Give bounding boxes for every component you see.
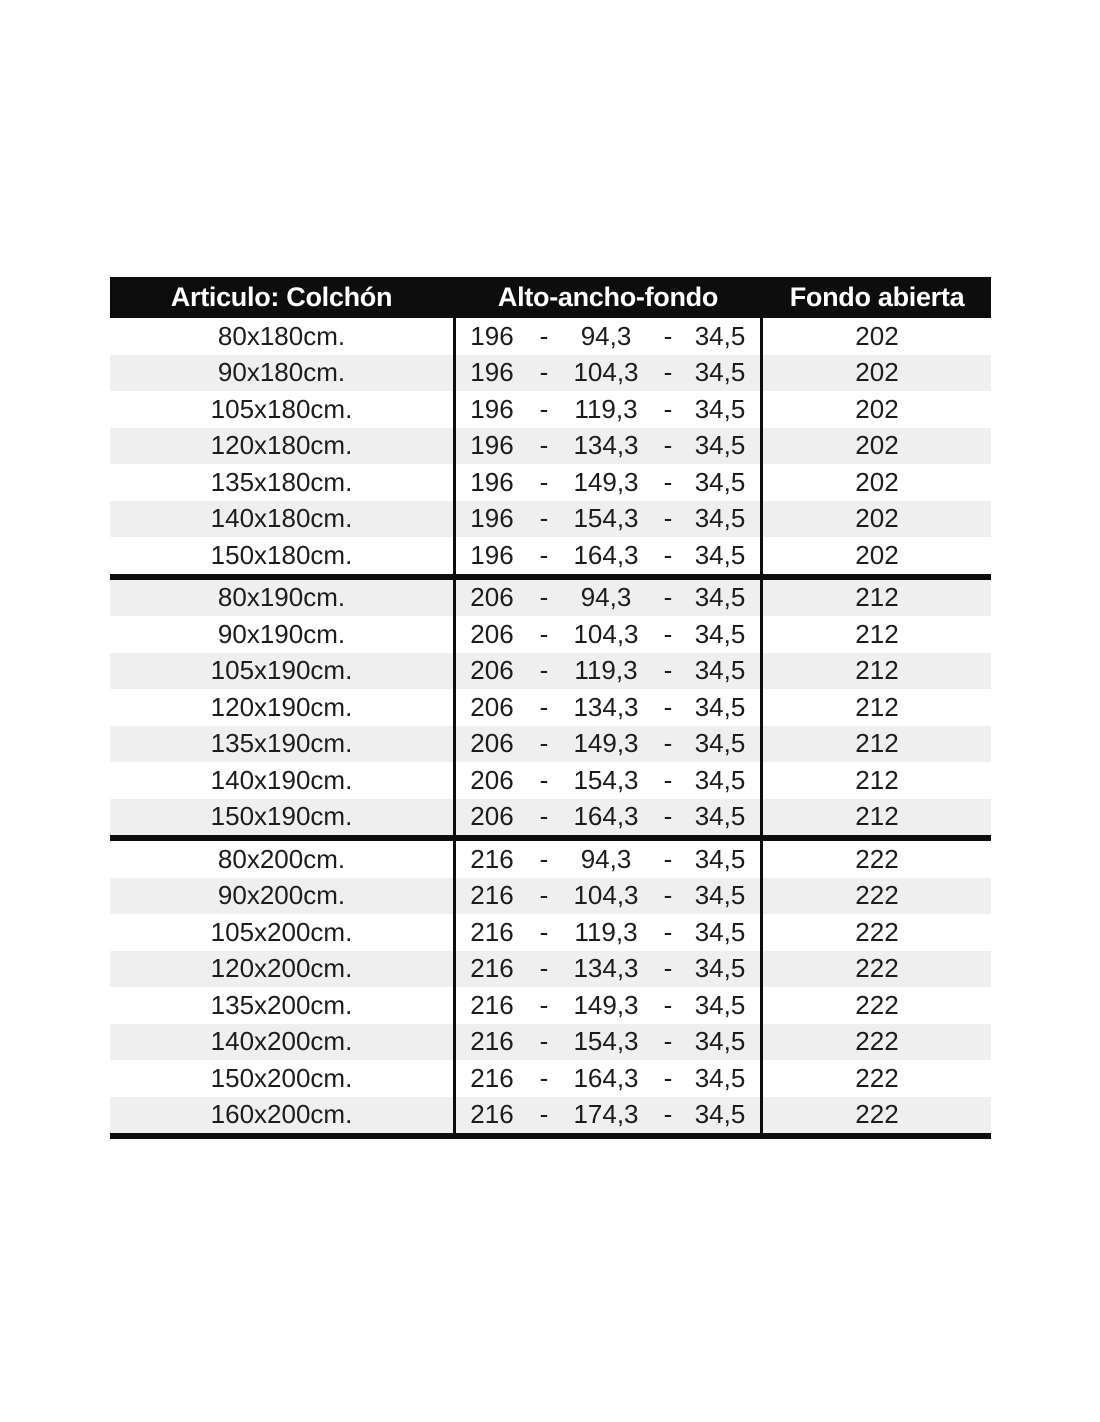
table-row <box>110 1097 991 1134</box>
dash-separator: - <box>663 1062 673 1093</box>
dim-alto: 216 <box>470 880 514 911</box>
dim-ancho: 134,3 <box>573 953 639 984</box>
dash-separator: - <box>539 357 549 388</box>
dash-separator: - <box>663 503 673 534</box>
dash-separator: - <box>539 843 549 874</box>
cell-size: 80x180cm. <box>217 320 346 351</box>
dash-separator: - <box>663 357 673 388</box>
dim-ancho: 154,3 <box>573 503 639 534</box>
dim-ancho: 119,3 <box>574 655 638 686</box>
dash-separator: - <box>663 728 673 759</box>
cell-size: 105x200cm. <box>210 916 353 947</box>
dash-separator: - <box>663 655 673 686</box>
size-block <box>110 835 991 1133</box>
cell-fondo-abierta: 222 <box>855 953 899 984</box>
table-row <box>110 653 991 690</box>
dash-separator: - <box>663 801 673 832</box>
cell-dimensions <box>453 914 763 951</box>
dash-separator: - <box>539 430 549 461</box>
dash-separator: - <box>663 1099 673 1130</box>
dim-alto: 206 <box>470 618 514 649</box>
dim-fondo: 34,5 <box>694 1026 746 1057</box>
cell-dimensions <box>453 580 763 617</box>
dim-ancho: 104,3 <box>573 357 639 388</box>
cell-dimensions <box>453 762 763 799</box>
dash-separator: - <box>539 539 549 570</box>
dim-fondo: 34,5 <box>694 880 746 911</box>
dash-separator: - <box>539 1062 549 1093</box>
cell-fondo-abierta: 202 <box>855 503 899 534</box>
cell-size: 105x190cm. <box>210 655 353 686</box>
dim-alto: 206 <box>470 582 514 613</box>
dim-alto: 206 <box>470 655 514 686</box>
cell-size: 150x200cm. <box>210 1062 353 1093</box>
dim-alto: 216 <box>470 1062 514 1093</box>
dash-separator: - <box>539 582 549 613</box>
table-header-row <box>110 277 991 318</box>
dim-ancho: 134,3 <box>573 430 639 461</box>
dash-separator: - <box>663 430 673 461</box>
cell-dimensions <box>453 391 763 428</box>
cell-dimensions <box>453 537 763 574</box>
cell-size: 140x180cm. <box>210 503 353 534</box>
cell-fondo-abierta: 212 <box>855 582 899 613</box>
dim-alto: 196 <box>470 539 514 570</box>
cell-size: 135x180cm. <box>210 466 353 497</box>
dim-ancho: 154,3 <box>573 764 639 795</box>
cell-fondo-abierta: 202 <box>855 539 899 570</box>
table-row <box>110 391 991 428</box>
dim-fondo: 34,5 <box>694 320 746 351</box>
dash-separator: - <box>539 728 549 759</box>
dim-alto: 216 <box>470 1026 514 1057</box>
cell-size: 90x180cm. <box>217 357 346 388</box>
cell-size: 105x180cm. <box>210 393 353 424</box>
cell-size: 160x200cm. <box>210 1099 353 1130</box>
dim-alto: 196 <box>470 393 514 424</box>
cell-dimensions <box>453 653 763 690</box>
dim-ancho: 149,3 <box>573 728 639 759</box>
header-fondo-abierta: Fondo abierta <box>789 282 965 312</box>
cell-fondo-abierta: 202 <box>855 357 899 388</box>
cell-dimensions <box>453 1060 763 1097</box>
table-row <box>110 1060 991 1097</box>
dash-separator: - <box>539 655 549 686</box>
cell-fondo-abierta: 222 <box>855 1026 899 1057</box>
cell-size: 150x190cm. <box>210 801 353 832</box>
dim-alto: 206 <box>470 764 514 795</box>
cell-size: 140x200cm. <box>210 1026 353 1057</box>
dim-fondo: 34,5 <box>694 764 746 795</box>
cell-fondo-abierta: 222 <box>855 1062 899 1093</box>
dim-fondo: 34,5 <box>694 1062 746 1093</box>
table-row <box>110 318 991 355</box>
dim-ancho: 94,3 <box>580 320 632 351</box>
dim-alto: 196 <box>470 357 514 388</box>
table-row <box>110 616 991 653</box>
dim-fondo: 34,5 <box>694 843 746 874</box>
dash-separator: - <box>539 466 549 497</box>
cell-fondo-abierta: 212 <box>855 618 899 649</box>
dash-separator: - <box>663 843 673 874</box>
table-row <box>110 726 991 763</box>
cell-dimensions <box>453 428 763 465</box>
dash-separator: - <box>539 393 549 424</box>
dim-fondo: 34,5 <box>694 357 746 388</box>
dash-separator: - <box>663 582 673 613</box>
dim-fondo: 34,5 <box>694 953 746 984</box>
dim-ancho: 104,3 <box>573 618 639 649</box>
dim-ancho: 119,3 <box>574 916 638 947</box>
dash-separator: - <box>539 916 549 947</box>
dim-ancho: 94,3 <box>580 843 632 874</box>
size-block <box>110 574 991 836</box>
dim-ancho: 164,3 <box>573 801 639 832</box>
cell-size: 120x200cm. <box>210 953 353 984</box>
dim-fondo: 34,5 <box>694 539 746 570</box>
dim-ancho: 164,3 <box>573 539 639 570</box>
cell-dimensions <box>453 501 763 538</box>
table-row <box>110 501 991 538</box>
dash-separator: - <box>539 618 549 649</box>
dim-fondo: 34,5 <box>694 466 746 497</box>
dim-alto: 206 <box>470 728 514 759</box>
dim-alto: 216 <box>470 916 514 947</box>
cell-size: 80x190cm. <box>217 582 346 613</box>
dash-separator: - <box>663 953 673 984</box>
cell-fondo-abierta: 212 <box>855 728 899 759</box>
cell-dimensions <box>453 841 763 878</box>
cell-fondo-abierta: 222 <box>855 916 899 947</box>
table-row <box>110 799 991 836</box>
dash-separator: - <box>539 953 549 984</box>
cell-size: 135x190cm. <box>210 728 353 759</box>
cell-fondo-abierta: 212 <box>855 691 899 722</box>
cell-fondo-abierta: 222 <box>855 843 899 874</box>
cell-fondo-abierta: 202 <box>855 320 899 351</box>
dim-fondo: 34,5 <box>694 430 746 461</box>
dash-separator: - <box>539 764 549 795</box>
cell-dimensions <box>453 1097 763 1134</box>
cell-fondo-abierta: 212 <box>855 764 899 795</box>
dim-alto: 216 <box>470 953 514 984</box>
cell-fondo-abierta: 222 <box>855 880 899 911</box>
cell-dimensions <box>453 951 763 988</box>
size-block <box>110 318 991 574</box>
cell-fondo-abierta: 212 <box>855 655 899 686</box>
dim-ancho: 154,3 <box>573 1026 639 1057</box>
table-row <box>110 1024 991 1061</box>
table-row <box>110 951 991 988</box>
cell-fondo-abierta: 202 <box>855 430 899 461</box>
dim-fondo: 34,5 <box>694 618 746 649</box>
dim-alto: 216 <box>470 843 514 874</box>
cell-dimensions <box>453 987 763 1024</box>
cell-size: 150x180cm. <box>210 539 353 570</box>
table-row <box>110 841 991 878</box>
dash-separator: - <box>663 1026 673 1057</box>
dim-alto: 196 <box>470 503 514 534</box>
cell-dimensions <box>453 318 763 355</box>
dash-separator: - <box>663 880 673 911</box>
cell-size: 80x200cm. <box>217 843 346 874</box>
cell-size: 140x190cm. <box>210 764 353 795</box>
dim-ancho: 149,3 <box>573 466 639 497</box>
table-row <box>110 762 991 799</box>
cell-size: 120x180cm. <box>210 430 353 461</box>
cell-size: 90x190cm. <box>217 618 346 649</box>
dash-separator: - <box>539 880 549 911</box>
cell-dimensions <box>453 464 763 501</box>
cell-fondo-abierta: 212 <box>855 801 899 832</box>
dim-alto: 216 <box>470 989 514 1020</box>
cell-fondo-abierta: 202 <box>855 393 899 424</box>
dim-alto: 196 <box>470 466 514 497</box>
dim-ancho: 149,3 <box>573 989 639 1020</box>
dash-separator: - <box>663 618 673 649</box>
cell-size: 90x200cm. <box>217 880 346 911</box>
cell-dimensions <box>453 799 763 836</box>
table-row <box>110 580 991 617</box>
dim-alto: 196 <box>470 320 514 351</box>
dim-alto: 216 <box>470 1099 514 1130</box>
dash-separator: - <box>663 393 673 424</box>
table-body <box>110 318 991 1139</box>
dim-alto: 206 <box>470 801 514 832</box>
header-articulo-colchon: Articulo: Colchón <box>170 282 393 312</box>
dim-ancho: 134,3 <box>573 691 639 722</box>
dim-alto: 196 <box>470 430 514 461</box>
dim-fondo: 34,5 <box>694 728 746 759</box>
table-row <box>110 689 991 726</box>
table-row <box>110 537 991 574</box>
table-row <box>110 355 991 392</box>
dash-separator: - <box>539 1099 549 1130</box>
dim-fondo: 34,5 <box>694 655 746 686</box>
dim-fondo: 34,5 <box>694 1099 746 1130</box>
dash-separator: - <box>539 691 549 722</box>
dash-separator: - <box>663 691 673 722</box>
table-row <box>110 987 991 1024</box>
dim-fondo: 34,5 <box>694 916 746 947</box>
dash-separator: - <box>539 320 549 351</box>
cell-fondo-abierta: 222 <box>855 1099 899 1130</box>
cell-size: 135x200cm. <box>210 989 353 1020</box>
table-row <box>110 464 991 501</box>
dash-separator: - <box>663 320 673 351</box>
table-row <box>110 878 991 915</box>
dash-separator: - <box>539 801 549 832</box>
dash-separator: - <box>663 916 673 947</box>
dash-separator: - <box>663 764 673 795</box>
dim-fondo: 34,5 <box>694 989 746 1020</box>
dim-ancho: 174,3 <box>573 1099 639 1130</box>
dim-fondo: 34,5 <box>694 393 746 424</box>
dim-ancho: 104,3 <box>573 880 639 911</box>
table-row <box>110 428 991 465</box>
dim-alto: 206 <box>470 691 514 722</box>
table-row <box>110 914 991 951</box>
cell-fondo-abierta: 222 <box>855 989 899 1020</box>
dim-ancho: 119,3 <box>574 393 638 424</box>
dim-ancho: 94,3 <box>580 582 632 613</box>
dash-separator: - <box>663 466 673 497</box>
dash-separator: - <box>663 989 673 1020</box>
dim-ancho: 164,3 <box>573 1062 639 1093</box>
dim-fondo: 34,5 <box>694 503 746 534</box>
cell-dimensions <box>453 878 763 915</box>
product-spec-table <box>110 277 991 1139</box>
dash-separator: - <box>539 1026 549 1057</box>
dash-separator: - <box>539 503 549 534</box>
cell-dimensions <box>453 726 763 763</box>
cell-dimensions <box>453 355 763 392</box>
header-alto-ancho-fondo: Alto-ancho-fondo <box>497 282 719 312</box>
dash-separator: - <box>663 539 673 570</box>
cell-size: 120x190cm. <box>210 691 353 722</box>
dim-fondo: 34,5 <box>694 801 746 832</box>
cell-fondo-abierta: 202 <box>855 466 899 497</box>
dim-fondo: 34,5 <box>694 691 746 722</box>
cell-dimensions <box>453 689 763 726</box>
cell-dimensions <box>453 1024 763 1061</box>
dash-separator: - <box>539 989 549 1020</box>
cell-dimensions <box>453 616 763 653</box>
dim-fondo: 34,5 <box>694 582 746 613</box>
